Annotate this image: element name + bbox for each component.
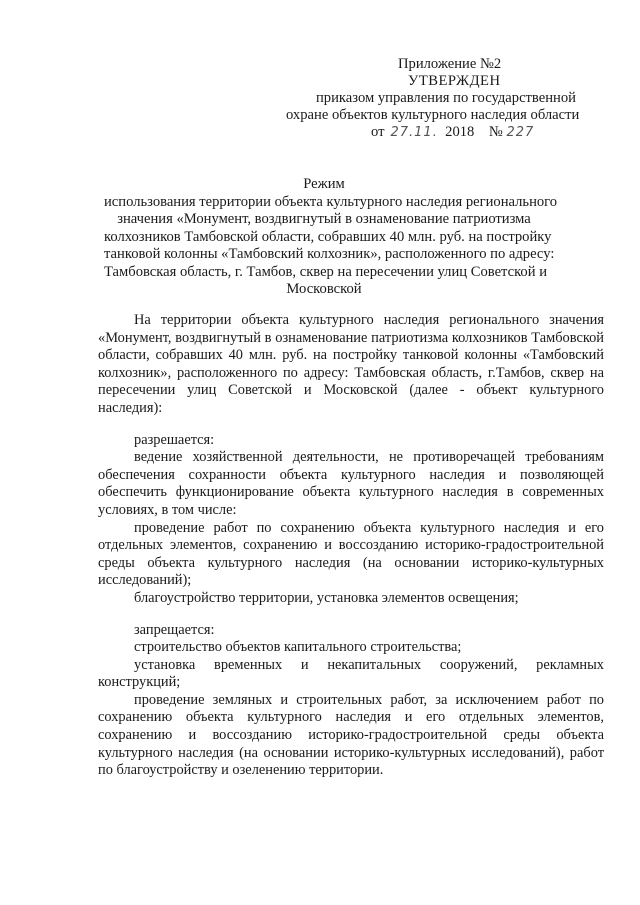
handwritten-date: 27.11.	[390, 125, 438, 140]
allowed-item: проведение работ по сохранению объекта культурного наследия и его отдельных элементов, сохранению и воссозданию историко-градостроительной среды объекта культурного наследия (на основании историко-культурных исследований);	[98, 519, 604, 589]
allowed-item: ведение хозяйственной деятельности, не противоречащей требованиям обеспечения сохранности объекта культурного наследия и позволяющей обеспечить функционирование объекта культурного наследия в современных условиях, в том числе:	[98, 449, 604, 518]
date-number-line	[280, 124, 600, 141]
date-prefix: от	[371, 124, 385, 140]
document-title	[104, 176, 558, 299]
title-line: Московской	[286, 281, 362, 297]
order-line-2: охране объектов культурного наследия области	[286, 107, 580, 123]
title-line: колхозников Тамбовской области, собравших 40 млн. руб. на постройку	[104, 228, 552, 245]
title-line: значения «Монумент, воздвигнутый в ознаменование патриотизма	[117, 211, 531, 227]
title-line: танковой колонны «Тамбовский колхозник», расположенного по адресу:	[104, 246, 555, 262]
title-heading: Режим	[303, 176, 345, 192]
document-body	[98, 312, 604, 780]
order-year: 2018	[445, 124, 475, 140]
handwritten-number: 227	[506, 125, 535, 140]
title-line: Тамбовская область, г. Тамбов, сквер на пересечении улиц Советской и	[104, 263, 547, 280]
title-line: использования территории объекта культурного наследия регионального	[104, 193, 558, 210]
forbidden-heading: запрещается:	[134, 621, 215, 638]
forbidden-item: установка временных и некапитальных сооружений, рекламных конструкций;	[98, 656, 604, 691]
appendix-number: Приложение №2	[398, 56, 502, 72]
number-prefix: №	[488, 124, 503, 140]
forbidden-item: проведение земляных и строительных работ, за исключением работ по сохранению объекта культурного наследия и его отдельных элементов, сохранению и воссозданию историко-градостроительной среды объекта культурного наследия (на основании историко-культурных исследований), работ по благоустройству и озеленению территории.	[98, 691, 604, 779]
allowed-item: благоустройство территории, установка элементов освещения;	[134, 589, 519, 606]
approved-stamp-text: УТВЕРЖДЕН	[408, 73, 501, 89]
order-line-1: приказом управления по государственной	[316, 90, 576, 106]
allowed-heading: разрешается:	[134, 431, 215, 448]
intro-paragraph: На территории объекта культурного наследия регионального значения «Монумент, воздвигнутый в ознаменование патриотизма колхозников Тамбовской области, собравших 40 млн. руб. на постройку танковой колонны «Тамбовский колхозник», расположенного по адресу: Тамбовская область, г.Тамбов, сквер на пересечении улиц Советской и Московской (далее - объект культурного наследия):	[98, 312, 604, 416]
forbidden-item: строительство объектов капитального строительства;	[134, 639, 462, 656]
approval-header	[280, 56, 600, 141]
